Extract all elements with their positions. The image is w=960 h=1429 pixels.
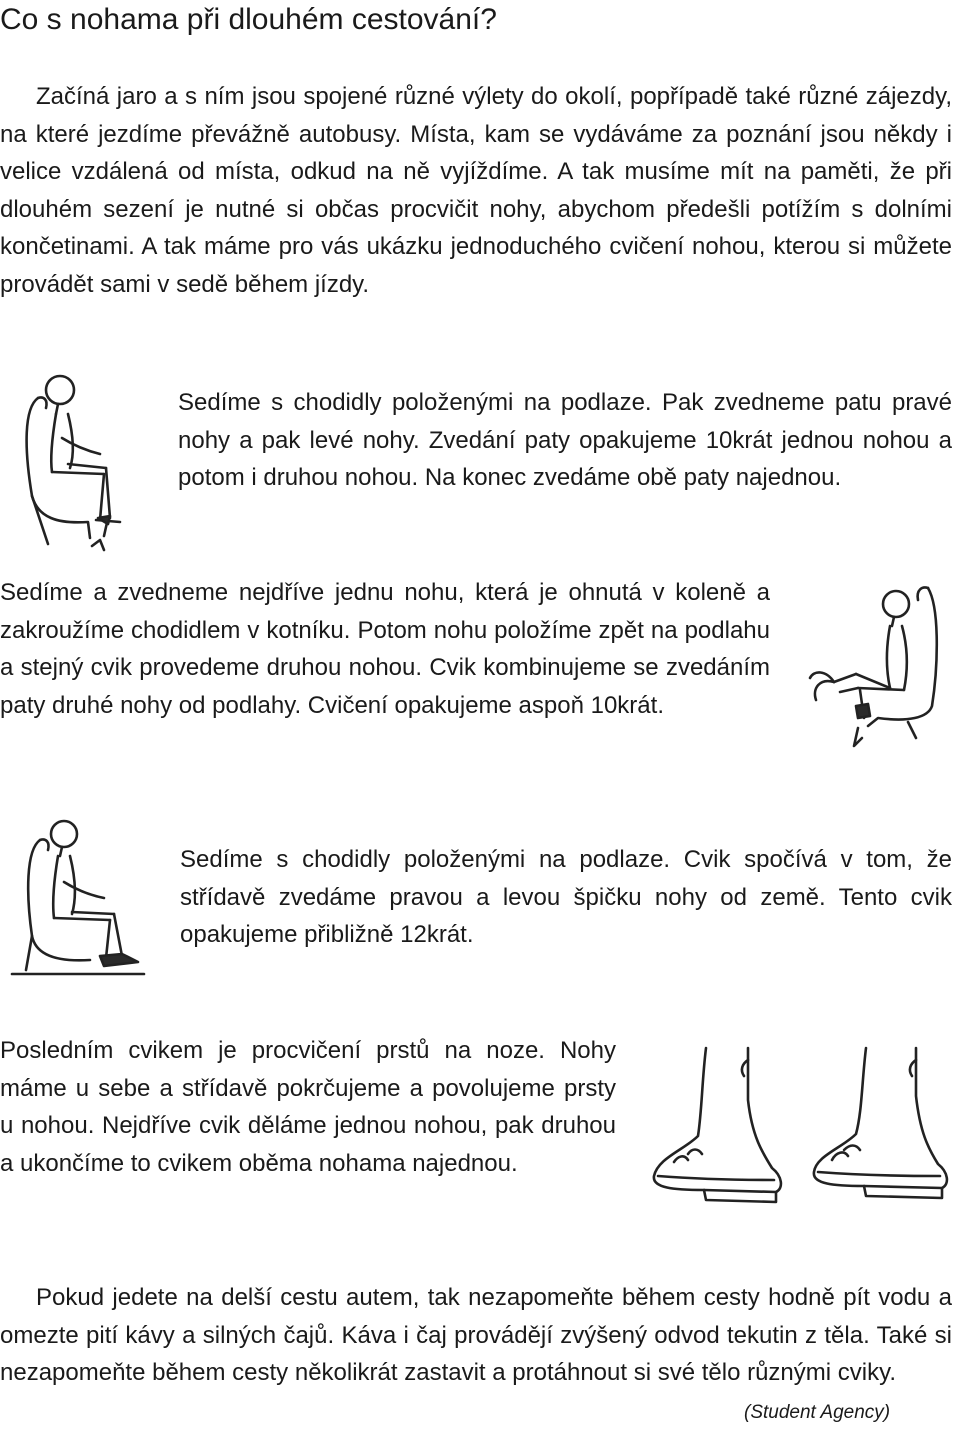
exercise-3-text: Sedíme s chodidly položenými na podlaze. Cvik spočívá v tom, že střídavě zvedáme pravou a levou špičku nohy od země. Tento cvik opakujeme přibližně 12krát. bbox=[180, 846, 952, 948]
ankle-circle-illustration bbox=[798, 578, 953, 753]
exercise-1-text: Sedíme s chodidly položenými na podlaze. Pak zvedneme patu pravé nohy a pak levé nohy. Zvedání paty opakujeme 10krát jednou nohou a potom i druhou nohou. Na konec zvedáme obě paty najednou. bbox=[178, 389, 952, 491]
toe-curl-illustration bbox=[644, 1040, 956, 1215]
heel-raise-illustration bbox=[8, 368, 138, 553]
source-credit: (Student Agency) bbox=[744, 1402, 891, 1423]
exercise-4-text: Posledním cvikem je procvičení prstů na noze. Nohy máme u sebe a střídavě pokrčujeme a povolujeme prsty u nohou. Nejdříve cvik děláme jednou nohou, pak druhou a ukončíme to cvikem oběma nohama najednou. bbox=[0, 1037, 616, 1177]
closing-paragraph bbox=[0, 1279, 952, 1392]
toe-raise-illustration bbox=[4, 810, 154, 985]
page-title: Co s nohama při dlouhém cestování? bbox=[0, 3, 497, 36]
intro-text: Začíná jaro a s ním jsou spojené různé výlety do okolí, popřípadě také různé zájezdy, na které jezdíme převážně autobusy. Místa, kam se vydáváme za poznání jsou někdy i velice vzdálená od místa, odkud na ně vyjíždíme. A tak musíme mít na paměti, že při dlouhém sezení je nutné si občas procvičit nohy, abychom předešli potížím s dolními končetinami. A tak máme pro vás ukázku jednoduchého cvičení nohou, kterou si můžete provádět sami v sedě během jízdy. bbox=[0, 83, 952, 298]
closing-text: Pokud jedete na delší cestu autem, tak nezapomeňte během cesty hodně pít vodu a omezte pití kávy a silných čajů. Káva i čaj provádějí zvýšený odvod tekutin z těla. Také si nezapomeňte během cesty několikrát zastavit a protáhnout si své tělo různými cviky. bbox=[0, 1284, 952, 1386]
exercise-2-text: Sedíme a zvedneme nejdříve jednu nohu, která je ohnutá v koleně a zakroužíme chodidlem v kotníku. Potom nohu položíme zpět na podlahu a stejný cvik provedeme druhou nohou. Cvik kombinujeme se zvedáním paty druhé nohy od podlahy. Cvičení opakujeme aspoň 10krát. bbox=[0, 579, 770, 719]
intro-paragraph bbox=[0, 78, 952, 303]
